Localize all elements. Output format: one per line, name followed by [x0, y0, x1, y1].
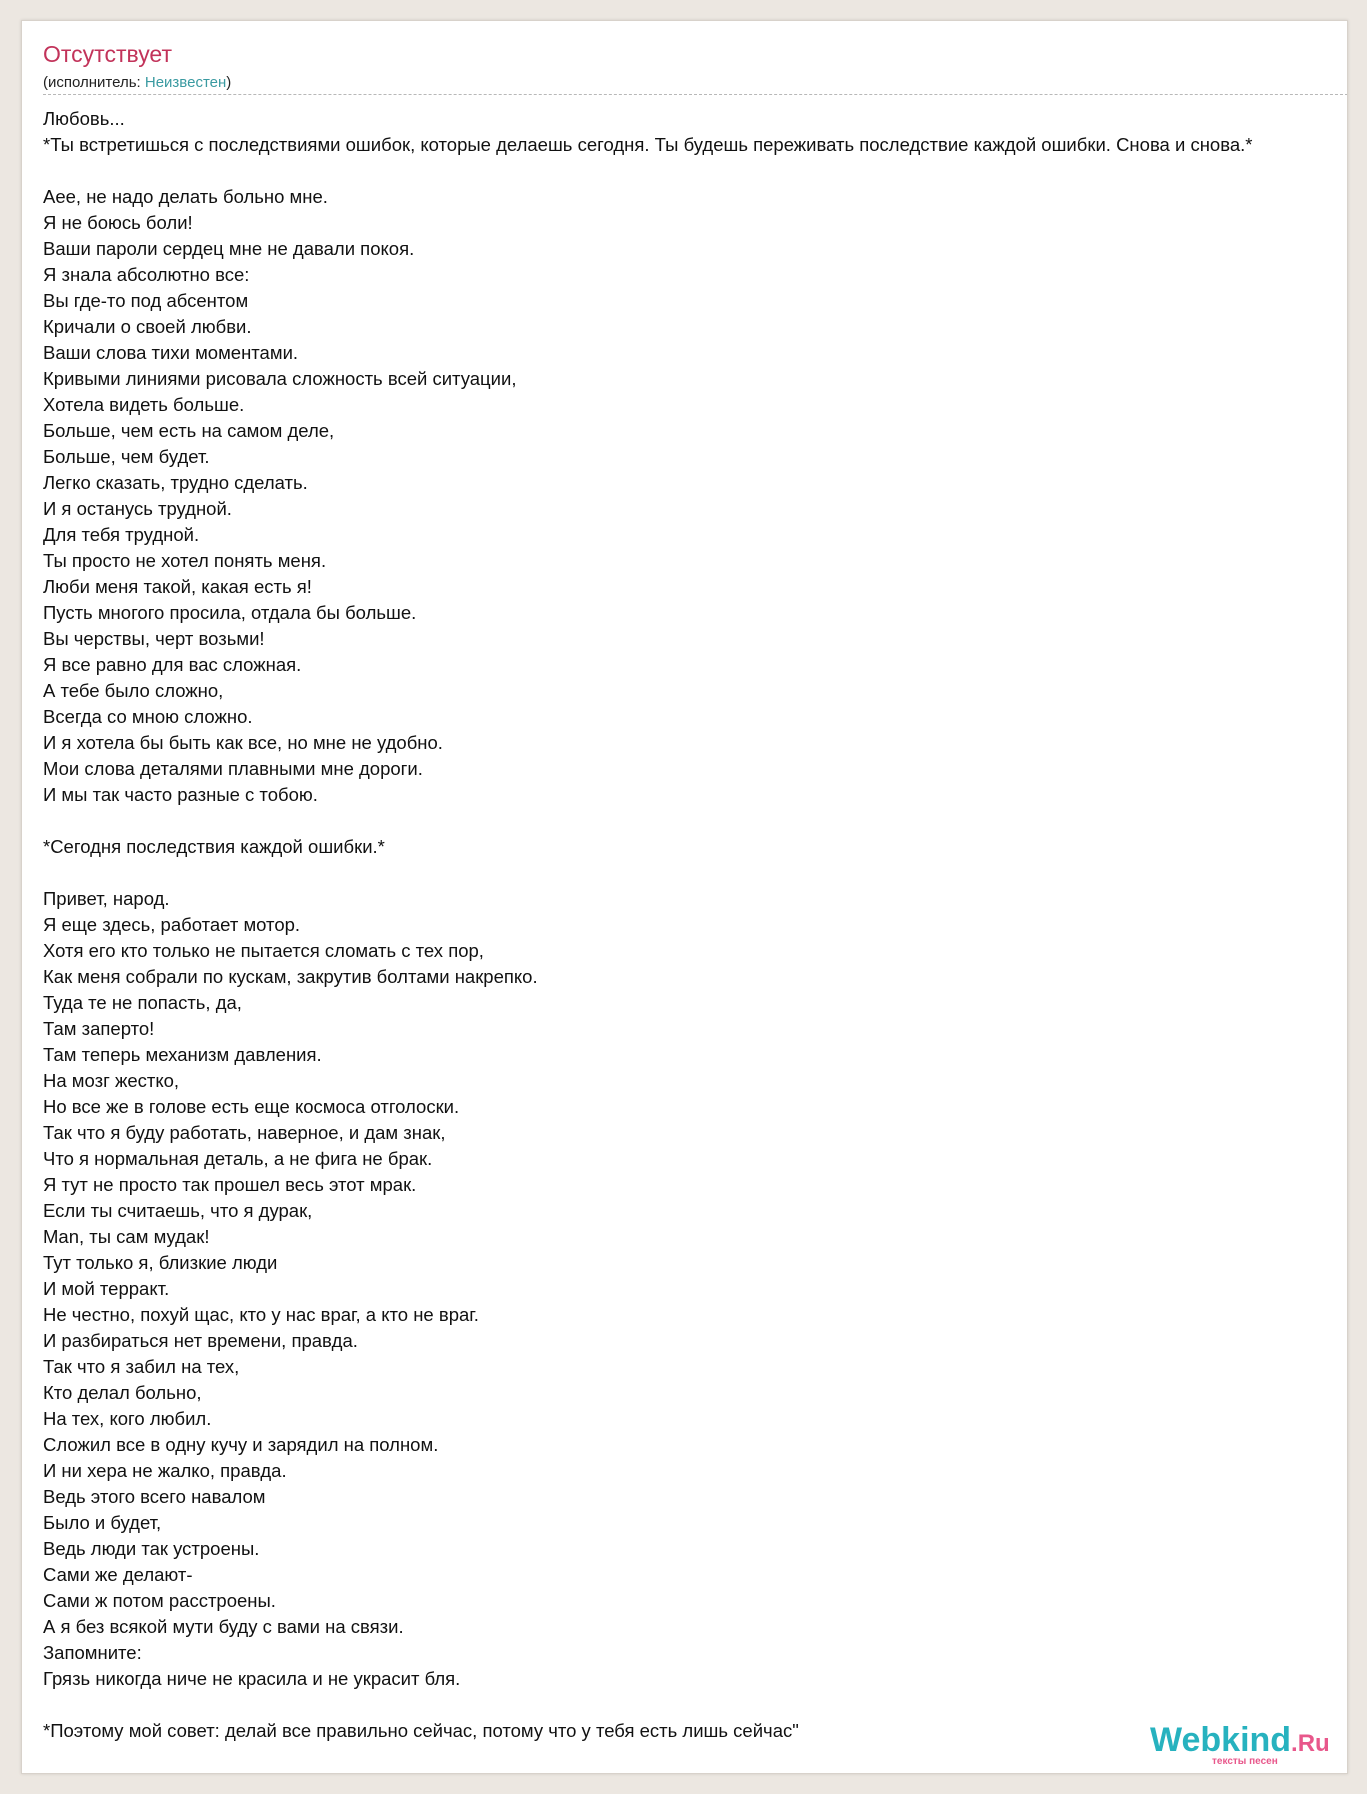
lyric-line: Любовь...	[43, 108, 125, 129]
lyric-line: *Поэтому мой совет: делай все правильно сейчас, потому что у тебя есть лишь сейчас"	[43, 1720, 799, 1741]
lyric-line: Привет, народ.	[43, 888, 170, 909]
lyric-line: Так что я забил на тех,	[43, 1356, 240, 1377]
lyric-line: Ведь этого всего навалом	[43, 1486, 266, 1507]
lyric-line: Ваши пароли сердец мне не давали покоя.	[43, 238, 415, 259]
logo-wordmark	[1150, 1723, 1330, 1757]
lyric-line	[43, 860, 1348, 886]
lyric-line: И я останусь трудной.	[43, 498, 232, 519]
lyric-line: Кричали о своей любви.	[43, 316, 252, 337]
lyric-line: *Сегодня последствия каждой ошибки.*	[43, 836, 385, 857]
lyric-line: Туда те не попасть, да,	[43, 992, 242, 1013]
lyric-line: Если ты считаешь, что я дурак,	[43, 1200, 313, 1221]
lyric-line: Легко сказать, трудно сделать.	[43, 472, 308, 493]
lyric-line: Сами же делают-	[43, 1564, 193, 1585]
lyric-line: А тебе было сложно,	[43, 680, 224, 701]
lyric-line: Сами ж потом расстроены.	[43, 1590, 276, 1611]
lyric-line: Я еще здесь, работает мотор.	[43, 914, 301, 935]
lyric-line: А я без всякой мути буду с вами на связи.	[43, 1616, 404, 1637]
lyric-line: И мы так часто разные с тобою.	[43, 784, 318, 805]
lyric-line: И мой терракт.	[43, 1278, 170, 1299]
lyric-line: На мозг жестко,	[43, 1070, 180, 1091]
lyric-line: Пусть многого просила, отдала бы больше.	[43, 602, 417, 623]
lyric-line: Там теперь механизм давления.	[43, 1044, 322, 1065]
lyric-line: Кривыми линиями рисовала сложность всей ситуации,	[43, 368, 517, 389]
lyric-line: И разбираться нет времени, правда.	[43, 1330, 358, 1351]
logo-tld: .Ru	[1291, 1730, 1330, 1757]
lyric-line: Так что я буду работать, наверное, и дам знак,	[43, 1122, 446, 1143]
artist-prefix: (исполнитель:	[43, 74, 145, 91]
lyric-line: Что я нормальная деталь, а не фига не брак.	[43, 1148, 433, 1169]
title-divider	[43, 94, 1348, 95]
lyric-line: Я все равно для вас сложная.	[43, 654, 302, 675]
lyric-line: Ты просто не хотел понять меня.	[43, 550, 327, 571]
lyrics-page	[21, 20, 1348, 1774]
lyric-line: Вы черствы, черт возьми!	[43, 628, 265, 649]
lyric-line: Люби меня такой, какая есть я!	[43, 576, 312, 597]
lyric-line: Вы где-то под абсентом	[43, 290, 249, 311]
lyric-line: Хотела видеть больше.	[43, 394, 245, 415]
lyrics-text	[43, 106, 1348, 1744]
lyric-line: Я не боюсь боли!	[43, 212, 193, 233]
lyric-line: Было и будет,	[43, 1512, 162, 1533]
lyric-line: Не честно, похуй щас, кто у нас враг, а кто не враг.	[43, 1304, 479, 1325]
lyric-line: Но все же в голове есть еще космоса отголоски.	[43, 1096, 460, 1117]
webkind-logo[interactable]	[1150, 1723, 1348, 1773]
song-title: Отсутствует	[43, 41, 172, 67]
lyric-line: Грязь никогда ниче не красила и не украсит бля.	[43, 1668, 461, 1689]
lyric-line: Там заперто!	[43, 1018, 155, 1039]
artist-line	[43, 75, 231, 90]
lyric-line	[43, 808, 1348, 834]
lyric-line: Ваши слова тихи моментами.	[43, 342, 299, 363]
lyric-line: Всегда со мною сложно.	[43, 706, 253, 727]
lyric-line: Я тут не просто так прошел весь этот мрак.	[43, 1174, 417, 1195]
lyric-line: Ведь люди так устроены.	[43, 1538, 260, 1559]
lyric-line: Сложил все в одну кучу и зарядил на полном.	[43, 1434, 439, 1455]
lyric-line: Запомните:	[43, 1642, 142, 1663]
lyric-line: *Ты встретишься с последствиями ошибок, которые делаешь сегодня. Ты будешь переживать последствие каждой ошибки. Снова и снова.*	[43, 134, 1253, 155]
lyric-line: Man, ты сам мудак!	[43, 1226, 210, 1247]
lyric-line: Больше, чем есть на самом деле,	[43, 420, 335, 441]
lyric-line: Я знала абсолютно все:	[43, 264, 250, 285]
logo-word: Webkind	[1150, 1721, 1292, 1759]
logo-tagline: тексты песен	[1212, 1756, 1278, 1767]
lyric-line: Как меня собрали по кускам, закрутив болтами накрепко.	[43, 966, 538, 987]
artist-suffix: )	[226, 74, 232, 91]
lyric-line	[43, 158, 1348, 184]
lyric-line: Хотя его кто только не пытается сломать с тех пор,	[43, 940, 484, 961]
artist-link[interactable]: Неизвестен	[144, 74, 227, 91]
lyric-line: Аее, не надо делать больно мне.	[43, 186, 328, 207]
lyric-line: Тут только я, близкие люди	[43, 1252, 278, 1273]
lyric-line: Больше, чем будет.	[43, 446, 210, 467]
lyric-line: И ни хера не жалко, правда.	[43, 1460, 287, 1481]
lyric-line: Кто делал больно,	[43, 1382, 202, 1403]
lyric-line: И я хотела бы быть как все, но мне не удобно.	[43, 732, 443, 753]
lyric-line	[43, 1692, 1348, 1718]
lyric-line: Мои слова деталями плавными мне дороги.	[43, 758, 423, 779]
lyric-line: Для тебя трудной.	[43, 524, 200, 545]
lyric-line: На тех, кого любил.	[43, 1408, 212, 1429]
